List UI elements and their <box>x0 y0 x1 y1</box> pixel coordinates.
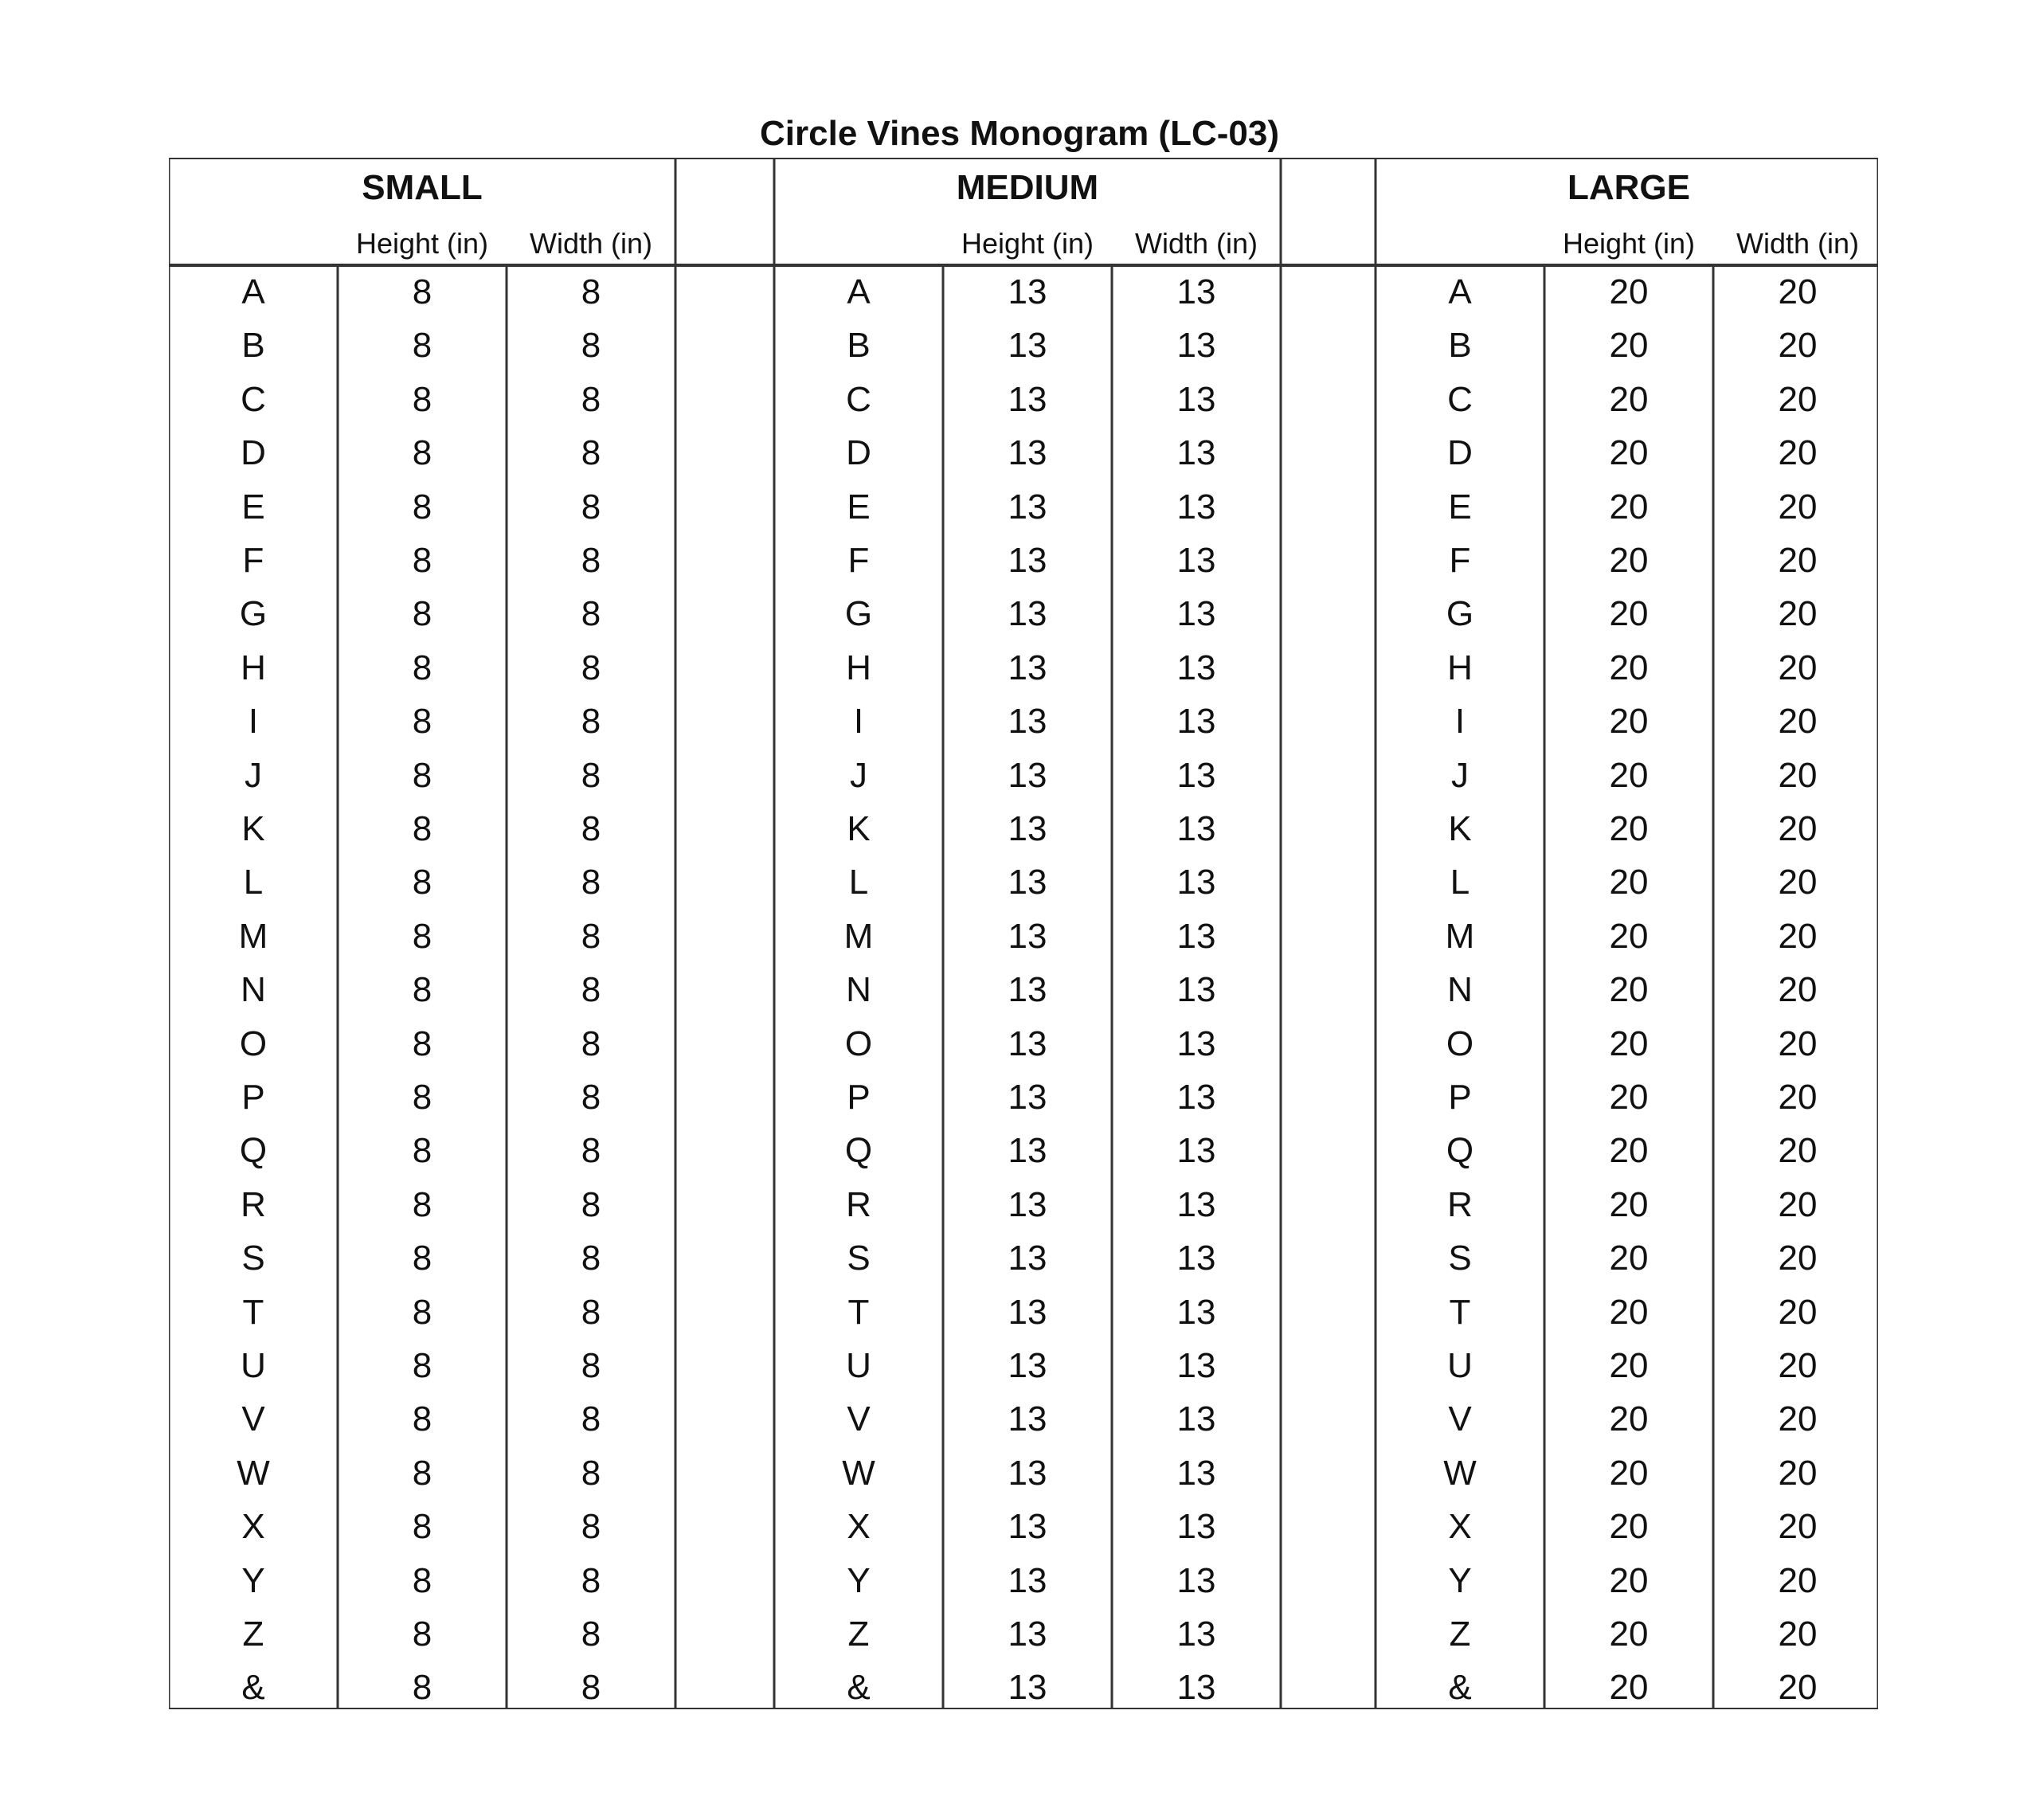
letter-cell: Q <box>844 1131 873 1171</box>
width-cell: 20 <box>1778 487 1818 526</box>
width-cell: 13 <box>1176 1131 1216 1171</box>
letter-cell: R <box>1447 1184 1473 1224</box>
height-cell: 13 <box>1008 1668 1047 1708</box>
width-cell: 8 <box>581 755 601 795</box>
letter-cell: H <box>241 648 266 687</box>
height-cell: 8 <box>412 1399 432 1439</box>
letter-cell: U <box>241 1346 266 1385</box>
width-cell: 8 <box>581 1292 601 1332</box>
height-cell: 20 <box>1609 1560 1649 1600</box>
width-cell: 13 <box>1176 809 1216 848</box>
width-cell: 8 <box>581 1560 601 1600</box>
width-cell: 13 <box>1176 1399 1216 1439</box>
letter-cell: X <box>847 1507 871 1547</box>
letter-cell: M <box>1445 916 1475 956</box>
letter-cell: G <box>1446 594 1474 634</box>
height-cell: 8 <box>412 379 432 419</box>
letter-cell: Z <box>242 1615 264 1654</box>
width-cell: 13 <box>1176 1184 1216 1224</box>
letter-cell: R <box>846 1184 871 1224</box>
height-cell: 13 <box>1008 1239 1047 1278</box>
size-group-header: MEDIUM <box>956 168 1099 207</box>
size-group-header: SMALL <box>362 168 483 207</box>
height-cell: 13 <box>1008 1507 1047 1547</box>
width-cell: 13 <box>1176 755 1216 795</box>
width-cell: 8 <box>581 433 601 473</box>
height-cell: 8 <box>412 1184 432 1224</box>
width-cell: 8 <box>581 1399 601 1439</box>
letter-cell: H <box>846 648 871 687</box>
letter-cell: S <box>847 1239 871 1278</box>
width-cell: 20 <box>1778 809 1818 848</box>
height-cell: 8 <box>412 487 432 526</box>
width-cell: 13 <box>1176 970 1216 1010</box>
letter-cell: E <box>1448 487 1472 526</box>
width-cell: 8 <box>581 379 601 419</box>
width-cell: 13 <box>1176 1507 1216 1547</box>
letter-cell: Z <box>847 1615 870 1654</box>
letter-cell: U <box>1447 1346 1473 1385</box>
width-cell: 13 <box>1176 863 1216 902</box>
height-cell: 20 <box>1609 594 1649 634</box>
size-table <box>169 158 1878 1709</box>
letter-cell: H <box>1447 648 1473 687</box>
width-cell: 20 <box>1778 594 1818 634</box>
width-cell: 20 <box>1778 1560 1818 1600</box>
letter-cell: W <box>237 1453 270 1493</box>
document-title: Circle Vines Monogram (LC-03) <box>760 114 1279 153</box>
height-cell: 20 <box>1609 755 1649 795</box>
letter-cell: K <box>847 809 871 848</box>
letter-cell: K <box>241 809 265 848</box>
width-cell: 8 <box>581 970 601 1010</box>
width-cell: 8 <box>581 1239 601 1278</box>
letter-cell: F <box>847 541 870 580</box>
height-cell: 20 <box>1609 433 1649 473</box>
height-cell: 13 <box>1008 1453 1047 1493</box>
letter-cell: P <box>1448 1078 1472 1117</box>
height-cell: 13 <box>1008 648 1047 687</box>
height-cell: 8 <box>412 1131 432 1171</box>
height-cell: 13 <box>1008 1560 1047 1600</box>
letter-cell: V <box>241 1399 265 1439</box>
letter-cell: B <box>241 326 265 366</box>
height-cell: 8 <box>412 863 432 902</box>
letter-cell: A <box>1448 272 1472 311</box>
letter-cell: & <box>847 1668 871 1708</box>
letter-cell: J <box>1451 755 1469 795</box>
letter-cell: W <box>842 1453 875 1493</box>
height-cell: 8 <box>412 541 432 580</box>
width-cell: 8 <box>581 1615 601 1654</box>
height-cell: 13 <box>1008 541 1047 580</box>
width-cell: 13 <box>1176 1078 1216 1117</box>
width-cell: 20 <box>1778 863 1818 902</box>
width-cell: 20 <box>1778 1184 1818 1224</box>
width-cell: 20 <box>1778 702 1818 742</box>
width-cell: 20 <box>1778 755 1818 795</box>
width-cell: 13 <box>1176 1292 1216 1332</box>
letter-cell: C <box>1447 379 1473 419</box>
letter-cell: N <box>1447 970 1473 1010</box>
height-cell: 8 <box>412 1453 432 1493</box>
width-cell: 20 <box>1778 1239 1818 1278</box>
height-cell: 20 <box>1609 916 1649 956</box>
letter-cell: D <box>241 433 266 473</box>
height-cell: 20 <box>1609 1453 1649 1493</box>
letter-cell: J <box>850 755 867 795</box>
width-cell: 20 <box>1778 648 1818 687</box>
letter-cell: J <box>245 755 262 795</box>
height-cell: 13 <box>1008 272 1047 311</box>
letter-cell: N <box>241 970 266 1010</box>
height-cell: 13 <box>1008 1292 1047 1332</box>
height-cell: 8 <box>412 809 432 848</box>
height-cell: 13 <box>1008 916 1047 956</box>
width-cell: 20 <box>1778 326 1818 366</box>
width-cell: 13 <box>1176 594 1216 634</box>
letter-cell: O <box>1446 1024 1474 1063</box>
letter-cell: M <box>238 916 268 956</box>
width-cell: 20 <box>1778 1399 1818 1439</box>
width-cell: 13 <box>1176 487 1216 526</box>
height-cell: 13 <box>1008 863 1047 902</box>
width-cell: 8 <box>581 487 601 526</box>
height-cell: 13 <box>1008 433 1047 473</box>
height-cell: 13 <box>1008 755 1047 795</box>
width-cell: 13 <box>1176 272 1216 311</box>
width-cell: 8 <box>581 541 601 580</box>
letter-cell: T <box>847 1292 870 1332</box>
letter-cell: B <box>1448 326 1472 366</box>
letter-cell: D <box>1447 433 1473 473</box>
height-cell: 20 <box>1609 1024 1649 1063</box>
letter-cell: F <box>1449 541 1471 580</box>
width-column-header: Width (in) <box>1736 227 1860 260</box>
width-cell: 20 <box>1778 1668 1818 1708</box>
letter-cell: O <box>239 1024 268 1063</box>
width-cell: 20 <box>1778 1615 1818 1654</box>
letter-cell: L <box>1450 863 1470 902</box>
width-cell: 20 <box>1778 272 1818 311</box>
width-cell: 20 <box>1778 970 1818 1010</box>
letter-cell: X <box>1448 1507 1472 1547</box>
letter-cell: & <box>241 1668 265 1708</box>
width-cell: 20 <box>1778 433 1818 473</box>
width-cell: 20 <box>1778 379 1818 419</box>
width-cell: 8 <box>581 1078 601 1117</box>
letter-cell: L <box>848 863 869 902</box>
height-cell: 8 <box>412 594 432 634</box>
height-cell: 8 <box>412 1239 432 1278</box>
letter-cell: R <box>241 1184 266 1224</box>
height-column-header: Height (in) <box>355 227 489 260</box>
height-cell: 13 <box>1008 326 1047 366</box>
height-cell: 13 <box>1008 809 1047 848</box>
letter-cell: W <box>1443 1453 1477 1493</box>
width-cell: 8 <box>581 326 601 366</box>
height-cell: 13 <box>1008 379 1047 419</box>
letter-cell: T <box>1449 1292 1471 1332</box>
height-cell: 8 <box>412 1078 432 1117</box>
width-cell: 20 <box>1778 916 1818 956</box>
height-cell: 20 <box>1609 1668 1649 1708</box>
height-cell: 20 <box>1609 702 1649 742</box>
height-cell: 8 <box>412 755 432 795</box>
height-cell: 20 <box>1609 1131 1649 1171</box>
letter-cell: Y <box>847 1560 871 1600</box>
letter-cell: E <box>847 487 871 526</box>
letter-cell: G <box>239 594 268 634</box>
height-cell: 13 <box>1008 1615 1047 1654</box>
height-cell: 8 <box>412 970 432 1010</box>
letter-cell: N <box>846 970 871 1010</box>
width-cell: 20 <box>1778 1453 1818 1493</box>
height-cell: 20 <box>1609 1184 1649 1224</box>
letter-cell: T <box>242 1292 264 1332</box>
height-cell: 20 <box>1609 1615 1649 1654</box>
width-cell: 8 <box>581 916 601 956</box>
width-column-header: Width (in) <box>529 227 653 260</box>
size-group-header: LARGE <box>1567 168 1690 207</box>
width-cell: 8 <box>581 648 601 687</box>
letter-cell: O <box>844 1024 873 1063</box>
width-cell: 13 <box>1176 916 1216 956</box>
height-column-header: Height (in) <box>961 227 1094 260</box>
width-cell: 8 <box>581 1024 601 1063</box>
width-cell: 13 <box>1176 1615 1216 1654</box>
width-cell: 8 <box>581 1507 601 1547</box>
letter-cell: S <box>241 1239 265 1278</box>
height-cell: 8 <box>412 1507 432 1547</box>
width-cell: 13 <box>1176 433 1216 473</box>
letter-cell: M <box>843 916 874 956</box>
width-cell: 13 <box>1176 541 1216 580</box>
height-cell: 8 <box>412 326 432 366</box>
letter-cell: V <box>847 1399 871 1439</box>
height-cell: 20 <box>1609 1292 1649 1332</box>
width-cell: 20 <box>1778 1507 1818 1547</box>
height-cell: 8 <box>412 1560 432 1600</box>
height-column-header: Height (in) <box>1562 227 1696 260</box>
letter-cell: A <box>241 272 265 311</box>
height-cell: 13 <box>1008 487 1047 526</box>
width-cell: 8 <box>581 1346 601 1385</box>
width-cell: 8 <box>581 1184 601 1224</box>
height-cell: 20 <box>1609 863 1649 902</box>
letter-cell: X <box>241 1507 265 1547</box>
letter-cell: Y <box>241 1560 265 1600</box>
letter-cell: F <box>242 541 264 580</box>
width-cell: 8 <box>581 809 601 848</box>
width-cell: 13 <box>1176 648 1216 687</box>
width-cell: 8 <box>581 863 601 902</box>
height-cell: 20 <box>1609 809 1649 848</box>
letter-cell: C <box>241 379 266 419</box>
height-cell: 20 <box>1609 1399 1649 1439</box>
height-cell: 20 <box>1609 1078 1649 1117</box>
height-cell: 8 <box>412 1668 432 1708</box>
letter-cell: P <box>847 1078 871 1117</box>
width-cell: 8 <box>581 272 601 311</box>
width-cell: 13 <box>1176 1239 1216 1278</box>
width-cell: 8 <box>581 594 601 634</box>
letter-cell: A <box>847 272 871 311</box>
letter-cell: B <box>847 326 871 366</box>
width-cell: 20 <box>1778 541 1818 580</box>
width-cell: 8 <box>581 1668 601 1708</box>
width-cell: 20 <box>1778 1024 1818 1063</box>
letter-cell: P <box>241 1078 265 1117</box>
height-cell: 8 <box>412 702 432 742</box>
letter-cell: I <box>853 702 864 742</box>
height-cell: 8 <box>412 433 432 473</box>
height-cell: 8 <box>412 1615 432 1654</box>
letter-cell: & <box>1448 1668 1472 1708</box>
letter-cell: Q <box>1446 1131 1474 1171</box>
letter-cell: C <box>846 379 871 419</box>
height-cell: 13 <box>1008 1346 1047 1385</box>
height-cell: 13 <box>1008 1131 1047 1171</box>
height-cell: 8 <box>412 1346 432 1385</box>
width-cell: 13 <box>1176 702 1216 742</box>
width-cell: 20 <box>1778 1131 1818 1171</box>
width-cell: 13 <box>1176 379 1216 419</box>
height-cell: 13 <box>1008 594 1047 634</box>
letter-cell: L <box>243 863 264 902</box>
height-cell: 20 <box>1609 970 1649 1010</box>
height-cell: 20 <box>1609 1239 1649 1278</box>
letter-cell: U <box>846 1346 871 1385</box>
letter-cell: G <box>844 594 873 634</box>
letter-cell: S <box>1448 1239 1472 1278</box>
width-cell: 8 <box>581 1453 601 1493</box>
height-cell: 20 <box>1609 648 1649 687</box>
letter-cell: Q <box>239 1131 268 1171</box>
letter-cell: I <box>1454 702 1466 742</box>
height-cell: 8 <box>412 1292 432 1332</box>
width-cell: 13 <box>1176 1453 1216 1493</box>
width-cell: 8 <box>581 702 601 742</box>
width-cell: 20 <box>1778 1346 1818 1385</box>
height-cell: 20 <box>1609 1507 1649 1547</box>
height-cell: 8 <box>412 272 432 311</box>
width-cell: 20 <box>1778 1078 1818 1117</box>
letter-cell: Z <box>1449 1615 1471 1654</box>
height-cell: 8 <box>412 1024 432 1063</box>
letter-cell: D <box>846 433 871 473</box>
width-column-header: Width (in) <box>1134 227 1258 260</box>
width-cell: 13 <box>1176 1346 1216 1385</box>
height-cell: 20 <box>1609 487 1649 526</box>
letter-cell: K <box>1448 809 1472 848</box>
height-cell: 13 <box>1008 1024 1047 1063</box>
height-cell: 20 <box>1609 541 1649 580</box>
width-cell: 13 <box>1176 326 1216 366</box>
letter-cell: E <box>241 487 265 526</box>
width-cell: 13 <box>1176 1560 1216 1600</box>
height-cell: 20 <box>1609 1346 1649 1385</box>
letter-cell: Y <box>1448 1560 1472 1600</box>
width-cell: 13 <box>1176 1024 1216 1063</box>
height-cell: 13 <box>1008 1184 1047 1224</box>
width-cell: 8 <box>581 1131 601 1171</box>
height-cell: 20 <box>1609 379 1649 419</box>
height-cell: 8 <box>412 648 432 687</box>
letter-cell: V <box>1448 1399 1472 1439</box>
height-cell: 20 <box>1609 326 1649 366</box>
height-cell: 20 <box>1609 272 1649 311</box>
letter-cell: I <box>248 702 259 742</box>
height-cell: 13 <box>1008 702 1047 742</box>
height-cell: 8 <box>412 916 432 956</box>
height-cell: 13 <box>1008 1078 1047 1117</box>
height-cell: 13 <box>1008 1399 1047 1439</box>
height-cell: 13 <box>1008 970 1047 1010</box>
width-cell: 13 <box>1176 1668 1216 1708</box>
width-cell: 20 <box>1778 1292 1818 1332</box>
